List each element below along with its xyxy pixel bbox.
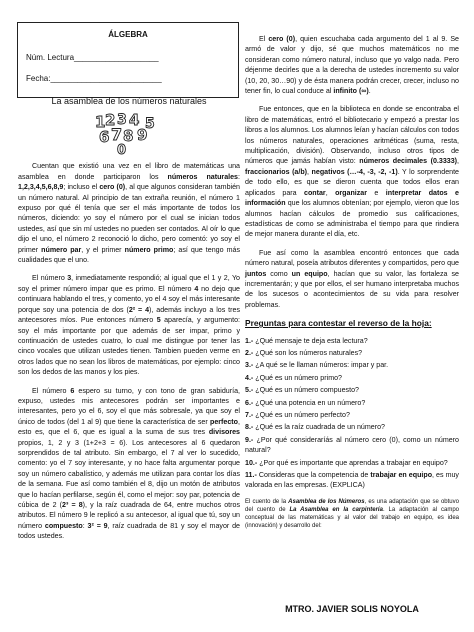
paragraph-three-four-five: El número 3, inmediatamente respondió; al igual que el 1 y 2, Yo soy el primer número impar que es primo. El número 4 no dejo que continuara hablando el tres, y comento, yo el 4 soy el más interesante porque soy una potencia de dos (2² = 4), además incluyo a los tres antecesores míos. Pue entonces número 5 aparecía, y argumento: soy el más importante por que además de ser impar, primo y continuación de ustedes cuatro, lo cual me distingue por tener las cinco vocales que utilizan ustedes tienen. Tambien pueden verme en otros lados que no sean los libros de matemáticas, por ejemplo: cinco son los dedos de las manos y los pies. xyxy=(18,274,241,377)
questions-heading: Preguntas para contestar el reverso de la hoja: xyxy=(245,318,432,329)
author-name: MTRO. JAVIER SOLIS NOYOLA xyxy=(285,604,419,614)
paragraph-conclusion: Fue así como la asamblea encontró entonces que cada número natural, poseía atributos diferentes y compartidos, pero que juntos como un equipo, hacían que su valor, las fortaleza se incrementarán; y que por ellos, el ser humano interpretaba muchos de los sucesos o acontecimientos de su vida para resolver problemas. xyxy=(245,248,459,309)
digit-4: 4 xyxy=(129,111,140,130)
article-title: La asamblea de los números naturales xyxy=(51,96,207,106)
question-item: 11.- Consideras que la competencia de trabajar en equipo, es muy valorada en las empresas. (EXPLICA) xyxy=(245,471,459,490)
left-column xyxy=(18,96,240,550)
student-info-box xyxy=(17,22,239,98)
paragraph-six-to-nine: El número 6 espero su turno, y con tono de gran sabiduría, expuso, ustedes mis antecesores podrán ser importantes e interesantes, pero yo el 6, soy el que más sobresale, ya que soy el único de todos (del 1 al 9) que tiene la característica de ser perfecto, esto es, que el 6, que es igual a la suma de sus tres divisores propios, 1, 2 y 3 (1+2+3 = 6). Los antecesores al 6 quedaron sorprendidos de tal atributo. Sin embargo, el 7 al ver lo sucedido, comento: yo el 7 soy interesante, y no hace falta argumentar porque soy un número cabalístico, y además me utilizan para contar los días de la semana. Fue así como también el 8, dijo un motón de atributos que lo hacían perfilarse, según él, como el mejor: soy par, potencia de cúbica de 2 (2³ = 8), y la raíz cuadrada de 64, entre muchos otros atributos. El número 9 le replicó a su antecesor, al igual que tú, soy un número compuesto: 3² = 9, raíz cuadrada de 81 y soy el mayor de todos ustedes. xyxy=(18,386,241,541)
question-item: 6.- ¿Qué una potencia en un número? xyxy=(245,398,366,407)
question-item: 4.- ¿Qué es un número primo? xyxy=(245,373,342,382)
question-item: 9.- ¿Por qué consideraríás al número cero (0), como un número natural? xyxy=(245,435,459,455)
date-label: Fecha: xyxy=(26,74,51,83)
date-line: _________________________ xyxy=(50,74,162,83)
question-item: 7.- ¿Qué es un número perfecto? xyxy=(245,411,350,419)
digit-8: 8 xyxy=(123,127,134,146)
paragraph-library: Fue entonces, que en la biblioteca en donde se encontraba el libro de matemáticas, entró el bibliotecario y empezó a prestar los libros a los alumnos. Los alumnos leían y hacían cálculos con todos los números naturales, operaciones aritméticas (suma, resta, multiplicación, división). Observando, incluso otros tipos de números que jamás habían visto: números decimales (0.3333), fraccionarios (a/b), negativos (…-4, -3, -2, -1). Y lo sorprendente de todo ello, es que se dieron cuenta que todos ellos eran aplicados para contar, organizar e interpretar datos e información que los alumnos obtenían; por ejemplo, vieron que los alumnos hacían cálculos de promedio sus calificaciones, estadísticas de como se administraba el tiempo para que rindiera de mejor manera durante el día, etc. xyxy=(245,105,460,239)
question-item: 2.- ¿Qué son los números naturales? xyxy=(245,348,363,357)
date-field xyxy=(26,73,162,84)
right-column xyxy=(245,34,459,539)
paragraph-zero: El cero (0), quien escuchaba cada argumento del 1 al 9. Se armó de valor y dijo, sé que muchos matemáticos no me consideran como número natural, incluso que yo valgo nada. Pero déjenme decirles que a la derecha de ustedes incremento su valor (10, 20, 30…90) y de ésta manera podrán crecer, crecer, incluso no tener fin, lo cual conduce al infinito (∞). xyxy=(245,35,460,96)
digit-7: 7 xyxy=(111,125,123,145)
question-item: 10.- ¿Por qué es importante que aprendas a trabajar en equipo? xyxy=(245,458,448,467)
question-item: 8.- ¿Qué es la raíz cuadrada de un número? xyxy=(245,423,385,432)
subject-title: ÁLGEBRA xyxy=(108,30,148,39)
question-item: 5.- ¿Qué es un número compuesto? xyxy=(245,386,359,395)
digit-5: 5 xyxy=(145,116,155,133)
digit-9: 9 xyxy=(137,126,148,145)
questions-list xyxy=(245,336,459,491)
digit-2: 2 xyxy=(105,111,116,130)
reading-number-line: ___________________ xyxy=(74,53,159,62)
digit-1: 1 xyxy=(95,113,106,132)
reading-number-label: Núm. Lectura xyxy=(26,53,75,62)
question-item: 3.- ¿A qué se le llaman números: impar y par. xyxy=(245,361,389,370)
digit-3: 3 xyxy=(117,112,127,129)
digit-0: 0 xyxy=(117,143,127,156)
paragraph-intro: Cuentan que existió una vez en el libro de matemáticas una asamblea en donde participaron los números naturales: 1,2,3,4,5,6,8,9; incluso el cero (0), al que algunos consideran también un número natural. Al principio de tan extraña reunión, el número 1 expuso por qué él tenía que ser el más importante de todos los números, diciendo: yo soy el número por el cual se inician todos ustedes, así que sin mí ustedes no pueden ser contados. Al oír lo que dijo el uno, el número 2 reconoció lo dicho, pero comentó: yo soy el primer número par, y el primer número primo; así que tengo más cualidades que el uno. xyxy=(18,162,240,265)
numbers-cluster-illustration xyxy=(93,111,165,155)
reading-number-field xyxy=(26,52,159,63)
digit-6: 6 xyxy=(99,128,110,147)
question-item: 1.- ¿Qué mensaje te deja esta lectura? xyxy=(245,336,368,345)
adaptation-credit: El cuento de la Asamblea de los Números, es una adaptación que se obtuvo del cuento de La Asamblea en la carpintería. La adaptación al campo conceptual de las matemáticas y al valor del trabajo en equipo, es idea (innovación) y desarrollo del: xyxy=(245,498,460,530)
